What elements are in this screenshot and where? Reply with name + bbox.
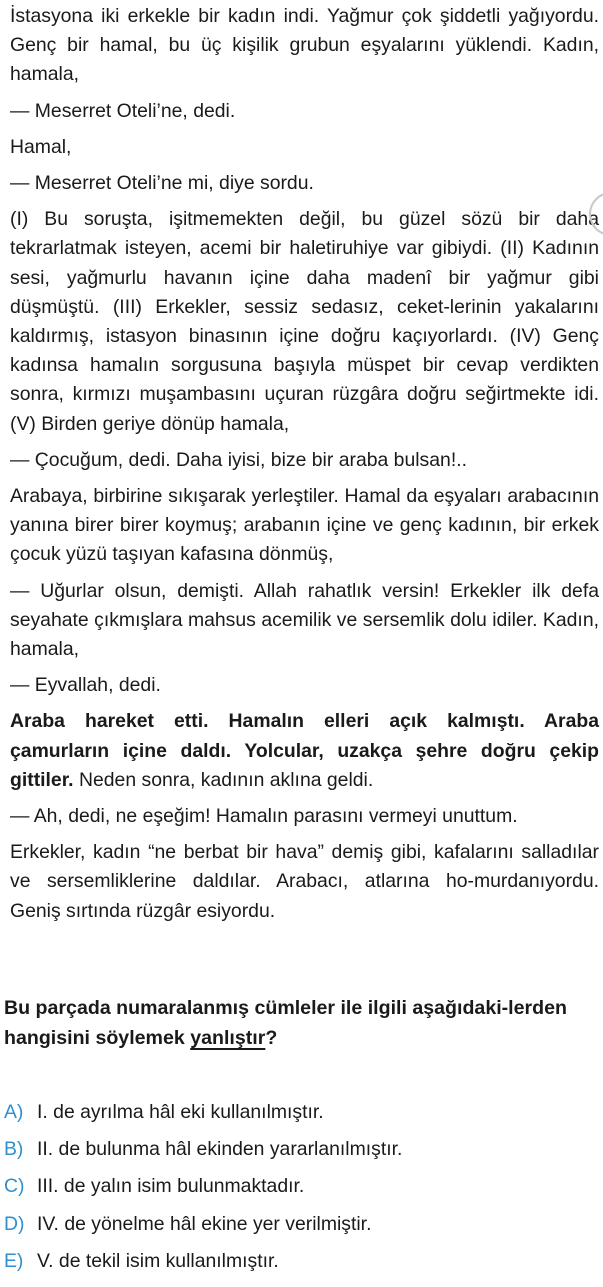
reading-passage bbox=[10, 2, 599, 933]
option-letter: C) bbox=[4, 1175, 25, 1198]
option-text: II. de bulunma hâl ekinden yararlanılmıştır. bbox=[37, 1138, 403, 1161]
after-bold-sentence: Neden sonra, kadının aklına geldi. bbox=[73, 768, 374, 791]
option-letter: E) bbox=[4, 1249, 24, 1272]
option-text: IV. de yönelme hâl ekine yer verilmiştir. bbox=[37, 1212, 372, 1235]
option-letter: A) bbox=[4, 1101, 24, 1123]
answer-options bbox=[4, 1101, 599, 1287]
option-text: I. de ayrılma hâl eki kullanılmıştır. bbox=[37, 1101, 324, 1123]
option-letter: D) bbox=[4, 1212, 25, 1235]
passage-dialogue-3: — Meserret Oteli’ne mi, diye sordu. bbox=[10, 172, 314, 195]
passage-paragraph-4 bbox=[10, 707, 599, 795]
passage-paragraph-1: İstasyona iki erkekle bir kadın indi. Yağmur çok şiddetli yağıyordu. Genç bir hamal, bu üç kişilik grubun eşyalarını yüklendi. Kadın, hamala, bbox=[10, 5, 599, 86]
option-b[interactable] bbox=[4, 1138, 599, 1175]
question-underlined-word: yanlıştır bbox=[190, 1027, 266, 1049]
question-stem bbox=[4, 993, 599, 1053]
option-text: III. de yalın isim bulunmaktadır. bbox=[37, 1175, 305, 1198]
passage-numbered-paragraph: (I) Bu soruşta, işitmemekten değil, bu güzel sözü bir daha tekrarlatmak isteyen, acemi bir haletiruhiye var gibiydi. (II) Kadının sesi, yağmurlu havanın içine daha madenî bir yağmur gibi düşmüştü. (III) Erkekler, sessiz sedasız, ceket-lerinin yakalarını kaldırmış, istasyon binasının içine doğru kaçıyorlardı. (IV) Genç kadınsa hamalın sorgusuna başıyla müspet bir cevap verdikten sonra, kırmızı muşambasını uçuran rüzgâra doğru seğirtmekte idi. (V) Birden geriye dönüp hamala, bbox=[10, 208, 599, 435]
passage-dialogue-4: — Çocuğum, dedi. Daha iyisi, bize bir araba bulsan!.. bbox=[10, 448, 467, 471]
option-e[interactable] bbox=[4, 1250, 599, 1287]
question-mark: ? bbox=[265, 1027, 278, 1049]
passage-dialogue-5: — Eyvallah, dedi. bbox=[10, 674, 161, 697]
passage-dialogue-2: Hamal, bbox=[10, 135, 72, 158]
passage-dialogue-1: — Meserret Oteli’ne, dedi. bbox=[10, 99, 236, 122]
bold-sentence: Araba hareket etti. Hamalın elleri açık kalmıştı. Araba çamurların içine daldı. Yolcular, uzakça şehre doğru çekip gittiler. bbox=[10, 710, 599, 791]
option-text: V. de tekil isim kullanılmıştır. bbox=[37, 1249, 279, 1272]
option-letter: B) bbox=[4, 1138, 24, 1161]
passage-dialogue-6: — Ah, dedi, ne eşeğim! Hamalın parasını vermeyi unuttum. bbox=[10, 805, 518, 828]
passage-paragraph-5: Erkekler, kadın “ne berbat bir hava” demiş gibi, kafalarını salladılar ve sersemliklerine daldılar. Arabacı, atlarına ho-murdanıyordu. Geniş sırtında rüzgâr esiyordu. bbox=[10, 841, 599, 922]
passage-paragraph-2: Arabaya, birbirine sıkışarak yerleştiler. Hamal da eşyaları arabacının yanına birer birer koymuş; arabanın içine ve genç kadının, bir erkek çocuk yüzü taşıyan kafasına dönmüş, bbox=[10, 485, 599, 566]
question-text: Bu parçada numaralanmış cümleler ile ilgili aşağıdaki-lerden hangisini söylemek bbox=[4, 997, 567, 1049]
option-c[interactable] bbox=[4, 1175, 599, 1212]
option-a[interactable] bbox=[4, 1101, 599, 1138]
option-d[interactable] bbox=[4, 1213, 599, 1250]
passage-paragraph-3: — Uğurlar olsun, demişti. Allah rahatlık versin! Erkekler ilk defa seyahate çıkmışlara mahsus acemilik ve sersemlik dolu idiler. Kadın, hamala, bbox=[10, 579, 599, 661]
